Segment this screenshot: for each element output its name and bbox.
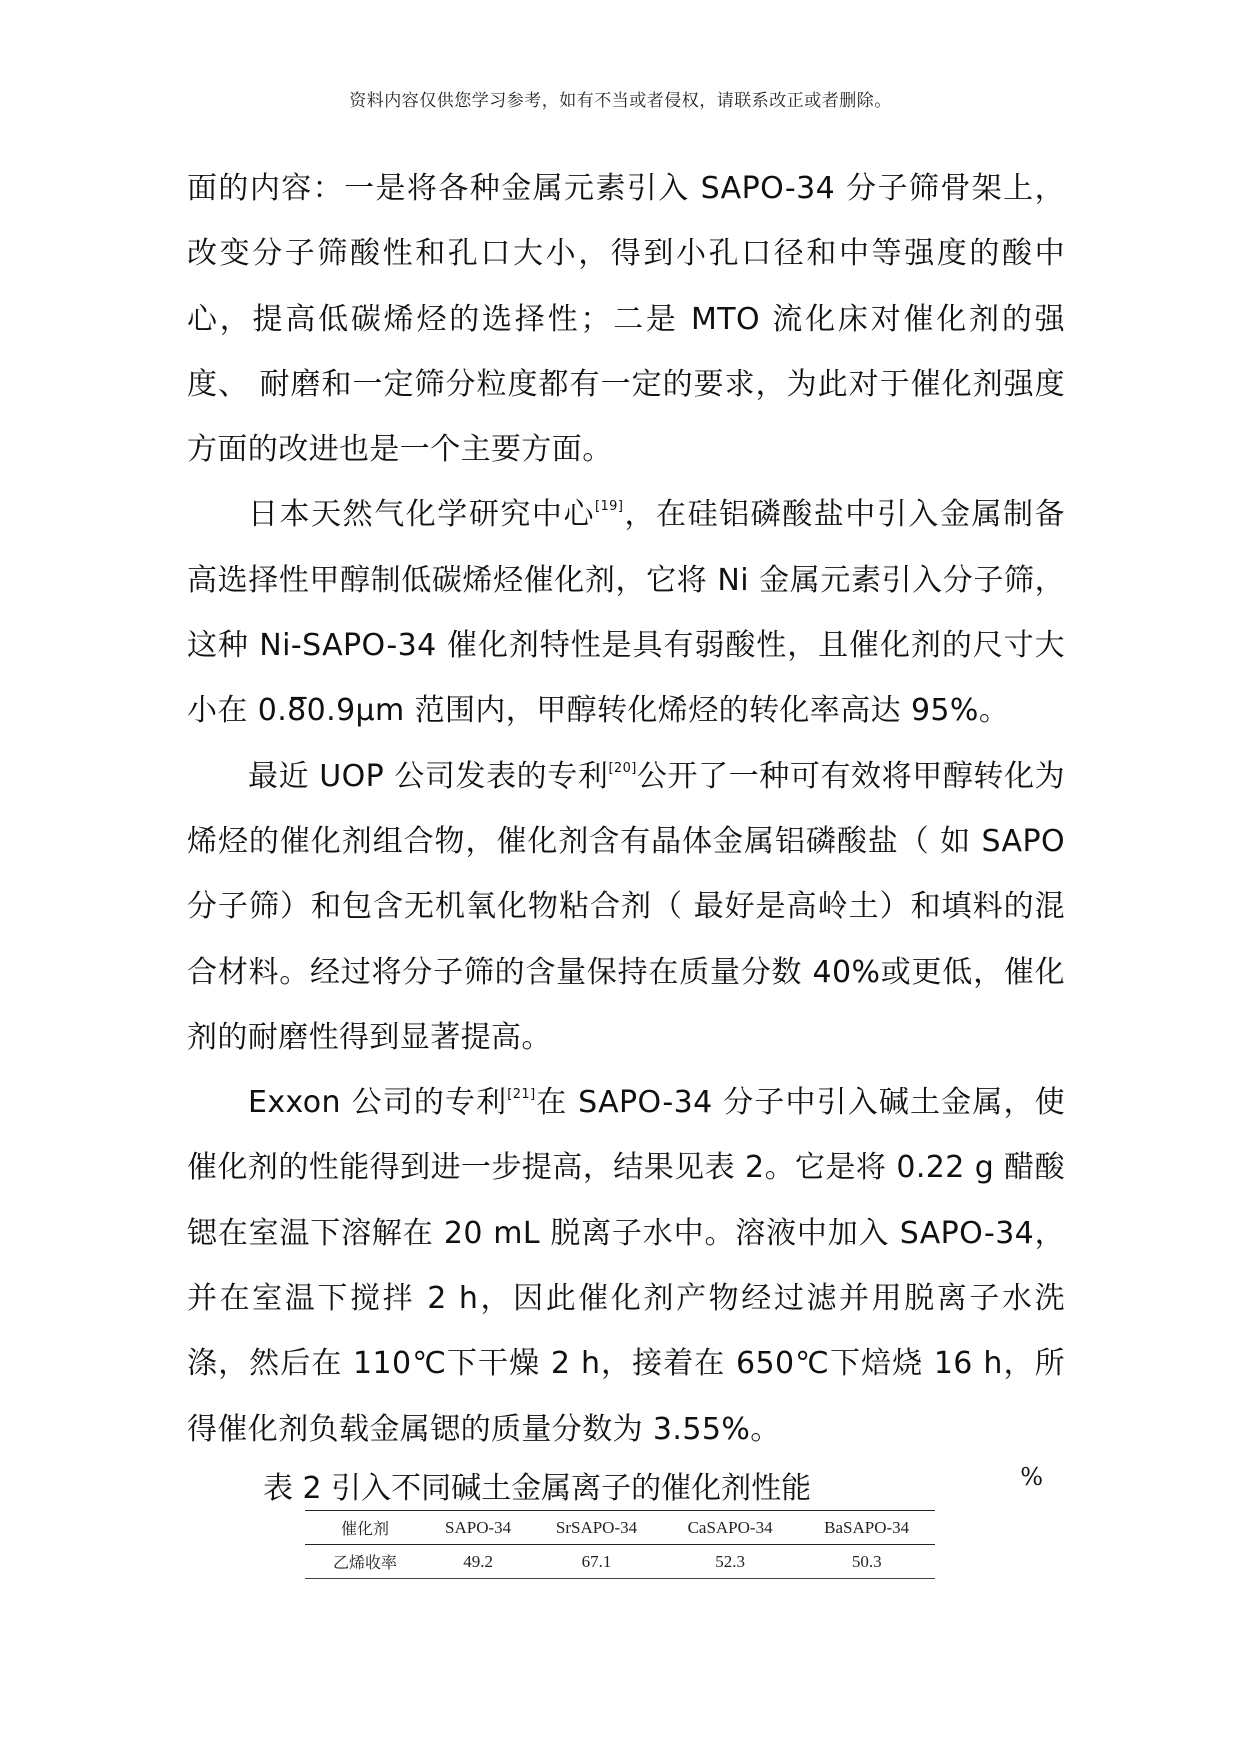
table-cell: 52.3 — [715, 1551, 745, 1571]
table-header-row — [305, 1511, 935, 1545]
paragraph-uop-patent — [187, 744, 1065, 1070]
table-cell: 乙烯收率 — [332, 1553, 397, 1572]
body-text — [187, 156, 1065, 1462]
citation-ref: [21] — [507, 1087, 536, 1103]
citation-ref: [19] — [595, 499, 624, 515]
table-cell: 49.2 — [463, 1551, 493, 1571]
paragraph-exxon-patent — [187, 1070, 1065, 1462]
table-row — [305, 1545, 935, 1579]
table-cell: 50.3 — [851, 1551, 882, 1571]
citation-ref: [20] — [608, 760, 637, 776]
paragraph-japan-research — [187, 482, 1065, 743]
page-header-notice: 资料内容仅供您学习参考，如有不当或者侵权，请联系改正或者删除。 — [349, 91, 892, 111]
catalyst-performance-table — [305, 1510, 935, 1579]
table-cell: 67.1 — [581, 1551, 612, 1571]
paragraph-text: 公开了一种可有效将甲醇转化为烯烃的催化剂组合物，催化剂含有晶体金属铝磷酸盐（ 如 SAPO 分子筛）和包含无机氧化物粘合剂（ 最好是高岭土）和填料的混合材料。经过将分子筛的含量保持在质量分数 40%或更低，催化剂的耐磨性得到显著提高。 — [187, 758, 1065, 1055]
table-caption — [263, 1463, 1043, 1506]
paragraph-text: ，在硅铝磷酸盐中引入金属制备高选择性甲醇制低碳烯烃催化剂，它将 Ni 金属元素引入分子筛，这种 Ni-SAPO-34 催化剂特性是具有弱酸性，且催化剂的尺寸大小在 0.8̅0.9μm 范围内，甲醇转化烯烃的转化率高达 95%。 — [187, 497, 1065, 729]
table-caption-title: 表 2 引入不同碱土金属离子的催化剂性能 — [263, 1471, 812, 1506]
paragraph-text: Exxon 公司的专利 — [248, 1085, 508, 1121]
paragraph-text: 日本天然气化学研究中心 — [248, 497, 596, 533]
paragraph-text: 最近 UOP 公司发表的专利 — [248, 758, 609, 794]
table-unit-label: % — [1020, 1463, 1043, 1491]
table-header-cell: BaSAPO-34 — [824, 1517, 910, 1537]
table-header-cell: SAPO-34 — [445, 1517, 512, 1537]
table-header-cell: SrSAPO-34 — [555, 1517, 638, 1537]
table-header-cell: CaSAPO-34 — [687, 1517, 773, 1537]
table-header-cell: 催化剂 — [340, 1519, 389, 1538]
paragraph-text: 在 SAPO-34 分子中引入碱土金属，使催化剂的性能得到进一步提高，结果见表 2。它是将 0.22 g 醋酸锶在室温下溶解在 20 mL 脱离子水中。溶液中加入 SAPO-34，并在室温下搅拌 2 h，因此催化剂产物经过滤并用脱离子水洗涤，然后在 110℃下干燥 2 h，接着在 650℃下焙烧 16 h，所得催化剂负载金属锶的质量分数为 3.55%。 — [187, 1085, 1065, 1447]
paragraph-continuation: 面的内容：一是将各种金属元素引入 SAPO-34 分子筛骨架上，改变分子筛酸性和孔口大小，得到小孔口径和中等强度的酸中心，提高低碳烯烃的选择性；二是 MTO 流化床对催化剂的强度、 耐磨和一定筛分粒度都有一定的要求，为此对于催化剂强度方面的改进也是一个主要方面。 — [187, 171, 1065, 468]
